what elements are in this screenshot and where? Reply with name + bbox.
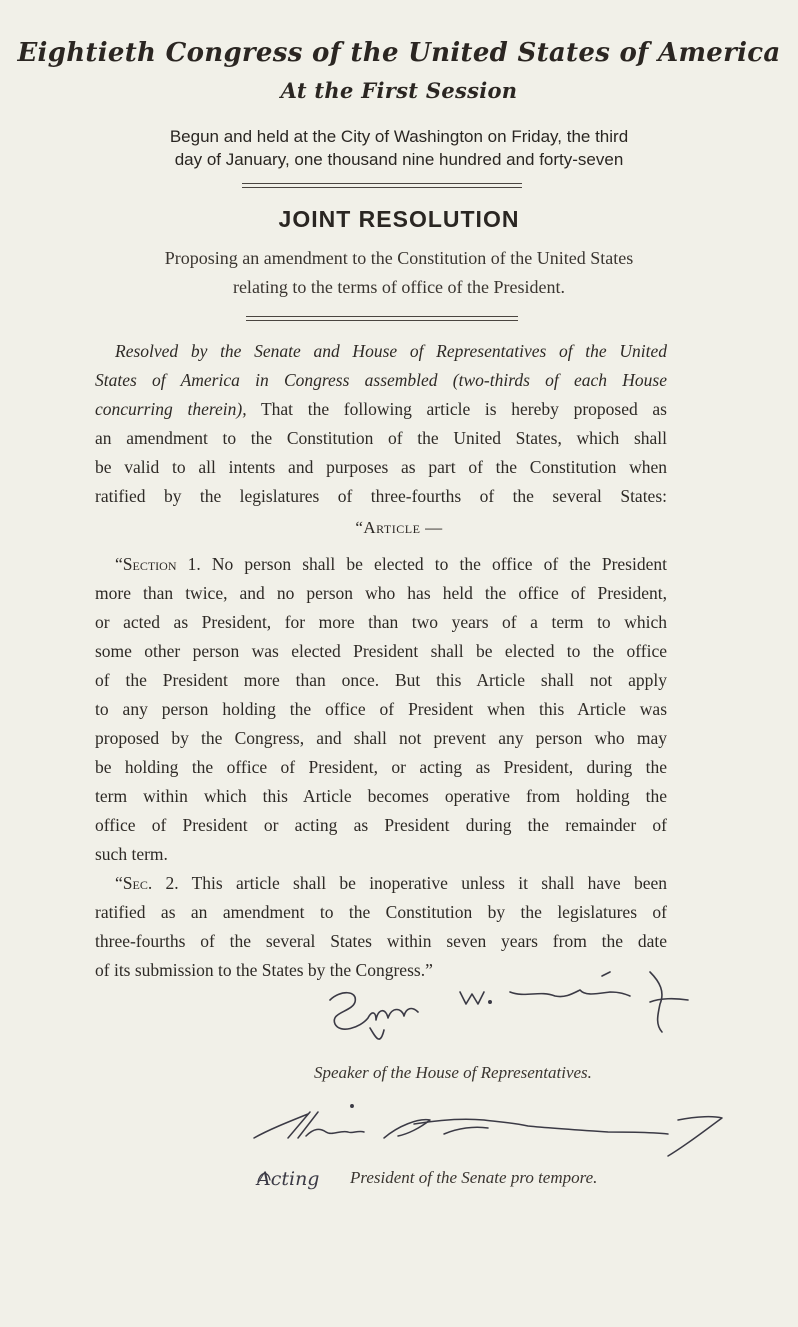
section-1-line-6: to any person holding the office of President when this Article was — [95, 699, 667, 719]
joint-resolution-title: JOINT RESOLUTION — [278, 206, 520, 232]
section-1-line-5: of the President more than once. But this Article shall not apply — [95, 670, 667, 690]
divider-top-2 — [242, 187, 522, 188]
section-2-line-1 — [115, 869, 667, 898]
resolution-subtitle-2: relating to the terms of office of the President. — [232, 277, 566, 297]
section-1-line-1-text: No person shall be elected to the office of the President — [200, 554, 667, 574]
divider-mid-1 — [246, 316, 518, 317]
section-2-line-2: ratified as an amendment to the Constitution by the legislatures of — [95, 902, 667, 922]
preamble-line-5: be valid to all intents and purposes as part of the Constitution when — [95, 457, 667, 477]
preamble-line-4: an amendment to the Constitution of the United States, which shall — [95, 428, 667, 448]
preamble-line-2: States of America in Congress assembled (two-thirds of each House — [95, 370, 667, 390]
preamble-line-3 — [95, 395, 667, 424]
divider-mid-2 — [246, 320, 518, 321]
preamble-line-6: ratified by the legislatures of three-fourths of the several States: — [95, 486, 667, 506]
session-title: At the First Session — [280, 78, 518, 103]
section-1-line-11: such term. — [95, 844, 168, 864]
speaker-label: Speaker of the House of Representatives. — [314, 1063, 592, 1082]
preamble-line-3-rest: That the following article is hereby proposed as — [246, 399, 667, 419]
divider-top-1 — [242, 183, 522, 184]
preamble-line-3-italic: concurring therein), — [95, 399, 247, 419]
senate-acting-handwritten: Acting — [257, 1168, 320, 1190]
begun-line-2: day of January, one thousand nine hundred and forty-seven — [174, 150, 624, 169]
section-1-line-4: some other person was elected President shall be elected to the office — [95, 641, 667, 661]
senate-signature — [248, 1098, 728, 1168]
speaker-signature — [310, 968, 710, 1048]
section-2-line-1-text: This article shall be inoperative unless it shall have been — [178, 873, 667, 893]
section-2-line-3: three-fourths of the several States within seven years from the date — [95, 931, 667, 951]
congress-title: Eightieth Congress of the United States of America — [17, 38, 781, 68]
senate-label: President of the Senate pro tempore. — [350, 1168, 598, 1187]
preamble-line-1: Resolved by the Senate and House of Representatives of the United — [115, 341, 667, 361]
resolution-subtitle-1: Proposing an amendment to the Constitution of the United States — [164, 248, 634, 268]
section-1-line-1 — [115, 550, 667, 579]
section-1-line-3: or acted as President, for more than two years of a term to which — [95, 612, 667, 632]
section-1-line-7: proposed by the Congress, and shall not prevent any person who may — [95, 728, 667, 748]
begun-line-1: Begun and held at the City of Washington on Friday, the third — [169, 127, 629, 146]
section-1-line-10: office of President or acting as President during the remainder of — [95, 815, 667, 835]
section-1-line-2: more than twice, and no person who has held the office of President, — [95, 583, 667, 603]
section-2-line-4: of its submission to the States by the Congress.” — [95, 960, 433, 980]
section-1-line-9: term within which this Article becomes operative from holding the — [95, 786, 667, 806]
section-2-label: “Sec. 2. — [115, 873, 179, 893]
section-1-label: “Section 1. — [115, 554, 201, 574]
section-1-line-8: be holding the office of President, or acting as President, during the — [95, 757, 667, 777]
article-heading: “Article — — [355, 518, 443, 537]
